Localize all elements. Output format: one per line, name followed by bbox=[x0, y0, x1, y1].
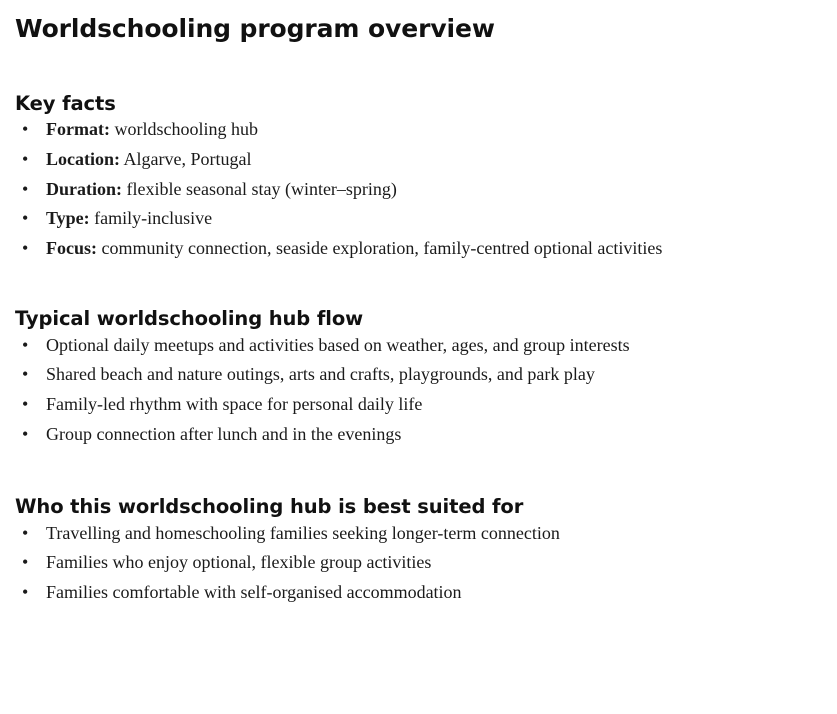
list-item-text: community connection, seaside exploration, family-centred optional activities bbox=[97, 237, 663, 258]
list-item bbox=[15, 519, 822, 549]
list-key-facts bbox=[15, 115, 822, 263]
list-item-text: family-inclusive bbox=[89, 208, 213, 229]
list-item-text: Family-led rhythm with space for personal daily life bbox=[46, 393, 423, 414]
list-item-text: worldschooling hub bbox=[109, 119, 258, 140]
list-item bbox=[15, 578, 822, 608]
list-item bbox=[15, 234, 822, 264]
list-item bbox=[15, 331, 822, 361]
list-item bbox=[15, 204, 822, 234]
section-heading-suited-for: Who this worldschooling hub is best suited for bbox=[15, 495, 524, 519]
list-item-text: Travelling and homeschooling families seeking longer-term connection bbox=[46, 522, 560, 543]
list-item-text: Shared beach and nature outings, arts and crafts, playgrounds, and park play bbox=[46, 364, 595, 385]
list-item bbox=[15, 175, 822, 205]
section-heading-hub-flow: Typical worldschooling hub flow bbox=[15, 307, 364, 331]
section-suited-for bbox=[15, 449, 822, 607]
section-key-facts bbox=[15, 44, 822, 263]
list-item-text: flexible seasonal stay (winter–spring) bbox=[122, 178, 397, 199]
list-item bbox=[15, 420, 822, 450]
list-item bbox=[15, 360, 822, 390]
list-item bbox=[15, 115, 822, 145]
list-suited-for bbox=[15, 519, 822, 608]
section-heading-key-facts: Key facts bbox=[15, 92, 116, 115]
list-item-text: Families comfortable with self-organised accommodation bbox=[46, 581, 462, 602]
list-item-text: Algarve, Portugal bbox=[120, 148, 252, 169]
list-item-text: Group connection after lunch and in the evenings bbox=[46, 423, 402, 444]
list-item-text: Families who enjoy optional, flexible group activities bbox=[46, 552, 432, 573]
section-hub-flow bbox=[15, 263, 822, 449]
list-item bbox=[15, 548, 822, 578]
list-hub-flow bbox=[15, 331, 822, 449]
list-item-label: Type: bbox=[46, 208, 90, 229]
list-item bbox=[15, 145, 822, 175]
list-item-label: Duration: bbox=[46, 178, 122, 199]
list-item-label: Location: bbox=[46, 148, 120, 169]
page-title: Worldschooling program overview bbox=[15, 14, 495, 43]
list-item-label: Focus: bbox=[46, 237, 97, 258]
list-item bbox=[15, 390, 822, 420]
list-item-label: Format: bbox=[46, 119, 110, 140]
list-item-text: Optional daily meetups and activities based on weather, ages, and group interests bbox=[46, 334, 630, 355]
